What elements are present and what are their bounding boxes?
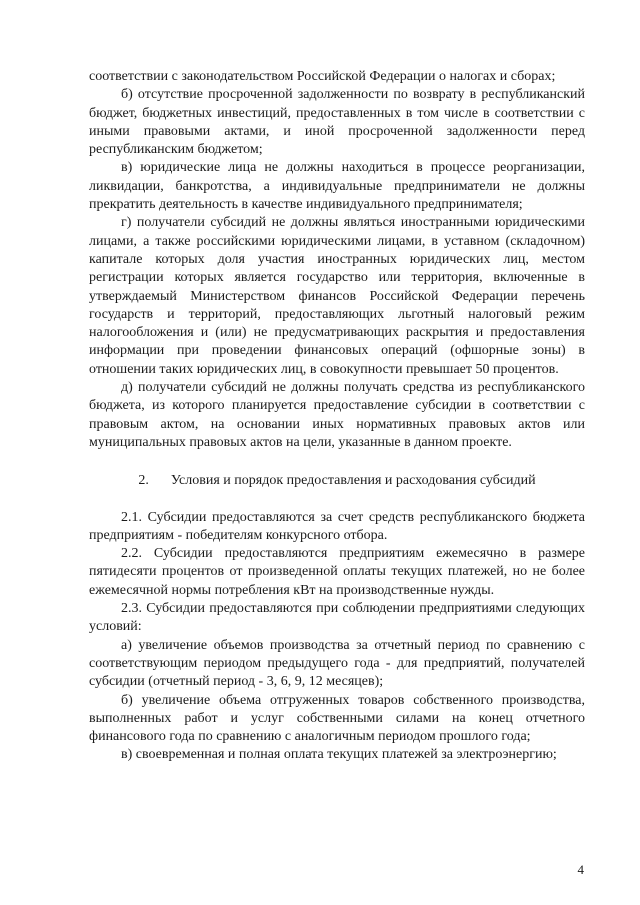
paragraph-condition-d: д) получатели субсидий не должны получать средства из республиканского бюджета, из которого планируется предоставление субсидии в соответствии с правовым актом, на основании иных нормативных правовых актов или муниципальных правовых актов на цели, указанные в данном проекте. <box>89 380 585 450</box>
paragraph-condition-v: в) юридические лица не должны находиться в процессе реорганизации, ликвидации, банкротства, а индивидуальные предприниматели не должны прекратить деятельность в качестве индивидуального предпринимателя; <box>89 160 585 213</box>
paragraph-2-3: 2.3. Субсидии предоставляются при соблюдении предприятиями следующих условий: <box>89 601 585 635</box>
section-number: 2. <box>138 473 149 489</box>
page-number: 4 <box>577 862 584 877</box>
section-title: Условия и порядок предоставления и расходования субсидий <box>170 473 536 489</box>
paragraph-condition-g: г) получатели субсидий не должны являться иностранными юридическими лицами, а также российскими юридическими лицами, в уставном (складочном) капитале которых доля участия иностранных юридических лиц, местом регистрации которых является государство или территория, включенные в утверждаемый Министерством финансов Российской Федерации перечень государств и территорий, предоставляющих льготный налоговый режим налогообложения и (или) не предусматривающих раскрытия и предоставления информации при проведении финансовых операций (офшорные зоны) в отношении таких юридических лиц, в совокупности превышает 50 процентов. <box>89 215 585 377</box>
paragraph-2-3-a: а) увеличение объемов производства за отчетный период по сравнению с соответствующим периодом предыдущего года - для предприятий, получателей субсидии (отчетный период - 3, 6, 9, 12 месяцев); <box>89 637 585 690</box>
section-heading <box>89 472 585 490</box>
paragraph-tax-compliance-tail: соответствии с законодательством Российской Федерации о налогах и сборах; <box>89 69 556 84</box>
paragraph-2-1: 2.1. Субсидии предоставляются за счет средств республиканского бюджета предприятиям - победителям конкурсного отбора. <box>89 509 585 543</box>
paragraph-2-3-b: б) увеличение объема отгруженных товаров собственного производства, выполненных работ и услуг собственными силами на конец отчетного финансового года по сравнению с аналогичным периодом прошлого года; <box>89 692 585 745</box>
page-content <box>89 68 585 765</box>
paragraph-2-3-v: в) своевременная и полная оплата текущих платежей за электроэнергию; <box>121 747 557 763</box>
paragraph-condition-b: б) отсутствие просроченной задолженности по возврату в республиканский бюджет, бюджетных инвестиций, предоставленных в том числе в соответствии с иными правовыми актами, и иной просроченной задолженности перед республиканским бюджетом; <box>89 87 585 158</box>
paragraph-2-2: 2.2. Субсидии предоставляются предприятиям ежемесячно в размере пятидесяти процентов от произведенной оплаты текущих платежей, но не более ежемесячной нормы потребления кВт на производственные нужды. <box>89 546 585 598</box>
